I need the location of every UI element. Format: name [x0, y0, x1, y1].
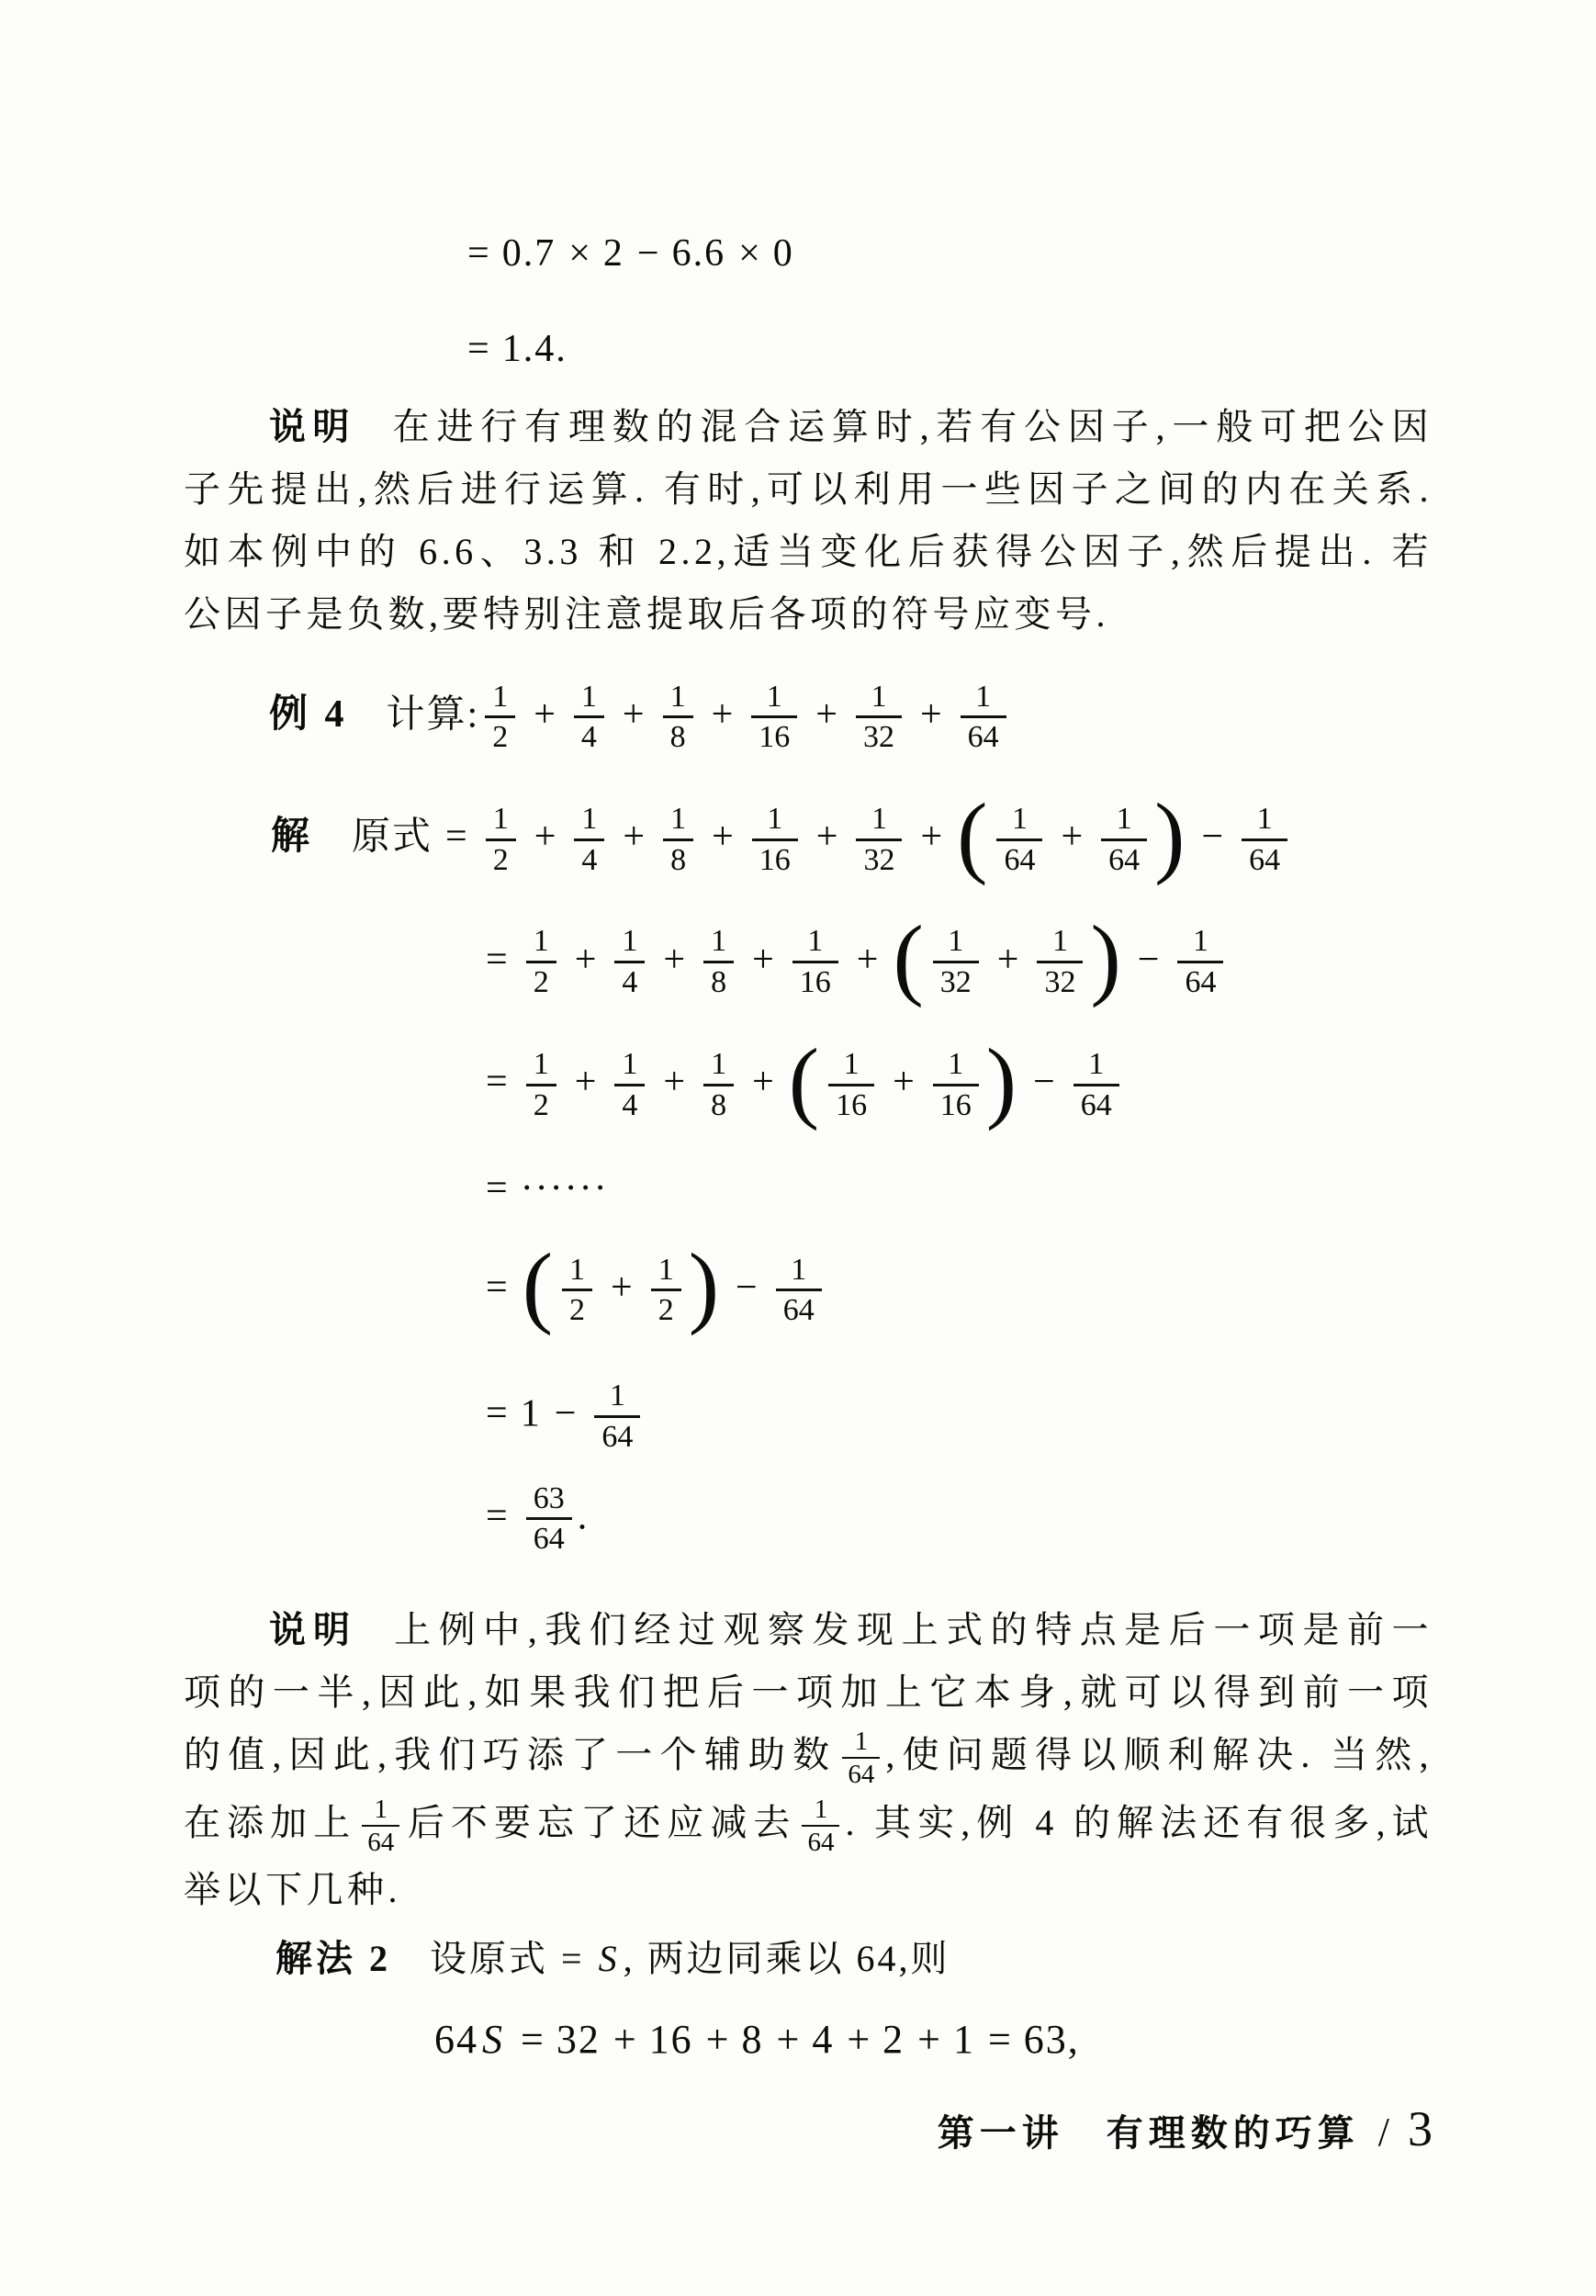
math-text: 32	[556, 2017, 601, 2063]
fraction-denominator: 64	[526, 1517, 572, 1557]
parenthesis: (	[788, 1029, 822, 1131]
paragraph-text: 公因子是负数,要特别注意提取后各项的符号应变号.	[184, 592, 1109, 635]
page-footer	[184, 2100, 1433, 2157]
operator: =	[486, 1392, 508, 1435]
bold-label: 解法 2	[275, 1938, 391, 1980]
fraction-denominator: 64	[1101, 838, 1147, 878]
fraction	[526, 1482, 572, 1557]
math-text: 1	[520, 1392, 542, 1435]
paragraph-line	[184, 458, 1433, 521]
fraction	[574, 803, 604, 877]
math-text: 0.7	[501, 232, 556, 275]
operator: ×	[568, 232, 590, 275]
operator: +	[893, 1061, 915, 1104]
fraction-numerator: 1	[658, 1252, 674, 1287]
math-text: ,使问题得以顺利解决. 当然,	[885, 1733, 1433, 1775]
parenthesis: (	[957, 783, 990, 886]
fraction	[933, 1048, 979, 1122]
operator: +	[712, 816, 734, 859]
fraction-denominator: 4	[574, 715, 604, 755]
fraction-numerator: 63	[533, 1480, 565, 1515]
math-text: 64	[434, 2017, 478, 2063]
fraction	[1242, 803, 1287, 877]
fraction-numerator: 1	[843, 1046, 860, 1081]
fraction	[594, 1379, 640, 1454]
operator: −	[636, 232, 659, 275]
math-text: 的值,因此,我们巧添了一个辅助数	[184, 1733, 837, 1775]
paragraph-line	[184, 583, 1433, 646]
fraction-numerator: 1	[622, 924, 638, 959]
footer-page-number: 3	[1408, 2100, 1433, 2156]
parenthesis: )	[1154, 783, 1187, 886]
operator: =	[486, 1266, 508, 1309]
operator: +	[996, 938, 1019, 981]
fraction-denominator: 64	[842, 1757, 880, 1789]
equation-line	[184, 231, 1433, 276]
solution-line	[184, 1029, 1433, 1131]
fraction-numerator: 1	[948, 1046, 964, 1081]
operator: =	[486, 1061, 508, 1104]
operator: +	[611, 1266, 633, 1309]
paragraph-line	[184, 1792, 1433, 1860]
fraction-denominator: 64	[1177, 961, 1223, 1000]
fraction	[486, 803, 516, 877]
fraction	[802, 1795, 839, 1858]
math-text: 2	[882, 2017, 905, 2063]
operator: −	[736, 1266, 758, 1309]
fraction	[526, 925, 556, 999]
operator: +	[623, 816, 646, 859]
fraction-numerator: 1	[871, 802, 887, 837]
note-paragraph-2	[184, 1599, 1433, 1921]
operator: =	[521, 2017, 544, 2063]
fraction-numerator: 1	[767, 802, 783, 837]
fraction-denominator: 2	[526, 1084, 556, 1123]
math-text: 计算:	[386, 692, 480, 736]
bold-label: 例 4	[269, 692, 348, 736]
fraction	[752, 803, 798, 877]
solution-line	[184, 1379, 1433, 1454]
fraction-numerator: 1	[581, 802, 598, 837]
fraction-numerator: 1	[670, 802, 687, 837]
equation-line	[184, 327, 1433, 371]
paragraph-text: 举以下几种.	[184, 1869, 401, 1911]
math-text: 后不要忘了还应减去	[405, 1801, 797, 1843]
operator: +	[815, 816, 838, 859]
paragraph-line	[184, 396, 1433, 458]
operator: =	[467, 328, 489, 371]
fraction	[792, 925, 838, 999]
fraction-denominator: 8	[703, 961, 734, 1000]
fraction	[526, 1048, 556, 1122]
fraction-numerator: 1	[580, 679, 597, 714]
fraction-denominator: 2	[651, 1289, 681, 1328]
fraction-numerator: 1	[711, 1046, 727, 1081]
paragraph-text: 在进行有理数的混合运算时,若有公因子,一般可把公因	[392, 405, 1433, 447]
fraction	[828, 1048, 874, 1122]
operator: +	[919, 692, 942, 736]
fraction-denominator: 64	[961, 715, 1006, 755]
fraction-denominator: 64	[1073, 1084, 1119, 1123]
math-text: , 两边同乘以 64,则	[623, 1938, 950, 1980]
paragraph-text: 子先提出,然后进行运算. 有时,可以利用一些因子之间的内在关系.	[184, 467, 1433, 510]
operator: −	[554, 1392, 577, 1435]
math-text: ······	[520, 1167, 609, 1210]
fraction	[663, 803, 693, 877]
operator: +	[752, 1061, 774, 1104]
operator: −	[1137, 938, 1160, 981]
operator: +	[705, 2017, 729, 2063]
operator: +	[574, 1061, 597, 1104]
fraction-numerator: 1	[854, 1726, 869, 1756]
fraction-numerator: 1	[871, 679, 887, 714]
fraction	[1073, 1048, 1119, 1122]
operator: ×	[738, 232, 760, 275]
fraction	[651, 1254, 681, 1328]
operator: +	[856, 938, 879, 981]
math-text: 设原式	[430, 1938, 548, 1980]
fraction-denominator: 16	[752, 838, 798, 878]
fraction-numerator: 1	[1088, 1046, 1105, 1081]
paragraph-line	[184, 1599, 1433, 1661]
fraction-numerator: 1	[492, 679, 509, 714]
solution-2-line	[184, 1938, 1433, 1980]
operator: +	[613, 2017, 636, 2063]
parenthesis: )	[985, 1029, 1019, 1131]
operator: −	[1201, 816, 1224, 859]
fraction-numerator: 1	[1116, 802, 1132, 837]
fraction-denominator: 64	[362, 1825, 399, 1857]
fraction-numerator: 1	[609, 1379, 625, 1413]
math-variable: S	[598, 1938, 620, 1980]
note-paragraph-1	[184, 396, 1433, 646]
math-text: 6.6	[671, 232, 726, 275]
fraction-numerator: 1	[492, 802, 509, 837]
fraction-numerator: 1	[669, 679, 686, 714]
footer-slash: /	[1377, 2109, 1389, 2155]
operator: +	[847, 2017, 871, 2063]
fraction-denominator: 64	[802, 1825, 839, 1857]
fraction-numerator: 1	[711, 924, 727, 959]
paragraph-line	[184, 521, 1433, 583]
math-text: . 其实,例 4 的解法还有很多,试	[845, 1801, 1433, 1843]
math-text: 原式	[352, 816, 433, 859]
fraction-denominator: 16	[828, 1084, 874, 1123]
operator: +	[663, 938, 686, 981]
math-text: 在添加上	[184, 1801, 357, 1843]
operator: +	[534, 816, 556, 859]
operator: −	[1033, 1061, 1055, 1104]
math-text: 0	[772, 232, 794, 275]
fraction-numerator: 1	[533, 924, 549, 959]
fraction	[751, 681, 797, 755]
solution-line	[184, 783, 1433, 886]
fraction	[663, 681, 693, 755]
fraction	[614, 1048, 645, 1122]
solution-line	[184, 1482, 1433, 1557]
math-text: 4	[812, 2017, 835, 2063]
fraction	[1101, 803, 1147, 877]
fraction	[856, 803, 902, 877]
operator: =	[486, 1167, 508, 1210]
math-text: 2	[602, 232, 624, 275]
equation-line	[184, 2017, 1433, 2064]
fraction-denominator: 64	[776, 1289, 822, 1328]
fraction-denominator: 8	[703, 1084, 734, 1123]
fraction-numerator: 1	[533, 1046, 549, 1081]
solution-line	[184, 1166, 1433, 1210]
math-variable: S	[482, 2017, 504, 2063]
operator: +	[920, 816, 943, 859]
operator: =	[445, 816, 467, 859]
operator: +	[776, 2017, 800, 2063]
operator: =	[486, 1494, 508, 1537]
operator: +	[663, 1061, 686, 1104]
solution-line	[184, 1234, 1433, 1337]
fraction-numerator: 1	[791, 1252, 807, 1287]
fraction	[933, 925, 979, 999]
parenthesis: )	[1090, 906, 1123, 1009]
fraction-denominator: 4	[614, 961, 645, 1000]
fraction-denominator: 64	[594, 1415, 640, 1455]
fraction-denominator: 64	[996, 838, 1042, 878]
parenthesis: (	[522, 1234, 555, 1337]
fraction	[614, 925, 645, 999]
paragraph-text: 上例中,我们经过观察发现上式的特点是后一项是前一	[394, 1608, 1433, 1650]
note-label: 说明	[269, 1608, 358, 1650]
bold-label: 解	[271, 816, 314, 859]
fraction	[856, 681, 902, 755]
fraction-numerator: 1	[569, 1252, 585, 1287]
fraction-denominator: 4	[574, 838, 604, 878]
fraction-denominator: 2	[562, 1289, 592, 1328]
math-text: .	[577, 1494, 590, 1537]
footer-section-title: 第一讲 有理数的巧算	[937, 2111, 1360, 2154]
operator: =	[987, 2017, 1011, 2063]
fraction	[362, 1795, 399, 1858]
fraction-numerator: 1	[814, 1794, 828, 1824]
paragraph-line	[184, 1661, 1433, 1724]
fraction-numerator: 1	[1051, 924, 1068, 959]
fraction	[703, 925, 734, 999]
fraction	[1037, 925, 1083, 999]
fraction	[562, 1254, 592, 1328]
fraction	[961, 681, 1006, 755]
fraction-denominator: 16	[751, 715, 797, 755]
paragraph-text: 项的一半,因此,如果我们把后一项加上它本身,就可以得到前一项	[184, 1671, 1433, 1713]
solution-line	[184, 906, 1433, 1009]
math-text: 16	[648, 2017, 693, 2063]
fraction-denominator: 32	[856, 838, 902, 878]
operator: +	[622, 692, 645, 736]
parenthesis: (	[893, 906, 926, 1009]
fraction-denominator: 64	[1242, 838, 1287, 878]
fraction-numerator: 1	[1256, 802, 1273, 837]
operator: +	[574, 938, 597, 981]
fraction-numerator: 1	[1192, 924, 1208, 959]
fraction	[574, 681, 604, 755]
note-label: 说明	[269, 405, 356, 447]
operator: +	[752, 938, 774, 981]
fraction-denominator: 8	[663, 838, 693, 878]
paragraph-text: 如本例中的 6.6、3.3 和 2.2,适当变化后获得公因子,然后提出. 若	[184, 530, 1433, 572]
fraction	[996, 803, 1042, 877]
fraction-numerator: 1	[807, 924, 824, 959]
fraction-numerator: 1	[975, 679, 992, 714]
fraction	[776, 1254, 822, 1328]
parenthesis: )	[688, 1234, 721, 1337]
example-4-line	[184, 681, 1433, 755]
fraction	[1177, 925, 1223, 999]
fraction-denominator: 2	[486, 838, 516, 878]
fraction-denominator: 16	[933, 1084, 979, 1123]
math-text: 1	[952, 2017, 975, 2063]
fraction	[485, 681, 515, 755]
operator: +	[711, 692, 734, 736]
operator: +	[917, 2017, 940, 2063]
operator: =	[561, 1938, 582, 1980]
fraction-denominator: 16	[792, 961, 838, 1000]
fraction-denominator: 32	[856, 715, 902, 755]
math-text: 63,	[1023, 2017, 1080, 2063]
fraction-denominator: 2	[485, 715, 515, 755]
paragraph-line	[184, 1724, 1433, 1792]
fraction-denominator: 2	[526, 961, 556, 1000]
operator: +	[534, 692, 556, 736]
math-text: 8	[741, 2017, 764, 2063]
operator: =	[467, 232, 489, 275]
operator: +	[815, 692, 837, 736]
fraction-denominator: 32	[1037, 961, 1083, 1000]
fraction-numerator: 1	[622, 1046, 638, 1081]
fraction-numerator: 1	[948, 924, 964, 959]
math-text: 1.4.	[501, 328, 568, 371]
fraction-numerator: 1	[766, 679, 782, 714]
fraction-numerator: 1	[374, 1794, 388, 1824]
fraction-denominator: 8	[663, 715, 693, 755]
fraction-denominator: 32	[933, 961, 979, 1000]
fraction-numerator: 1	[1011, 802, 1028, 837]
operator: +	[1061, 816, 1084, 859]
fraction	[703, 1048, 734, 1122]
fraction-denominator: 4	[614, 1084, 645, 1123]
operator: =	[486, 938, 508, 981]
fraction	[842, 1728, 880, 1790]
paragraph-line	[184, 1859, 1433, 1921]
